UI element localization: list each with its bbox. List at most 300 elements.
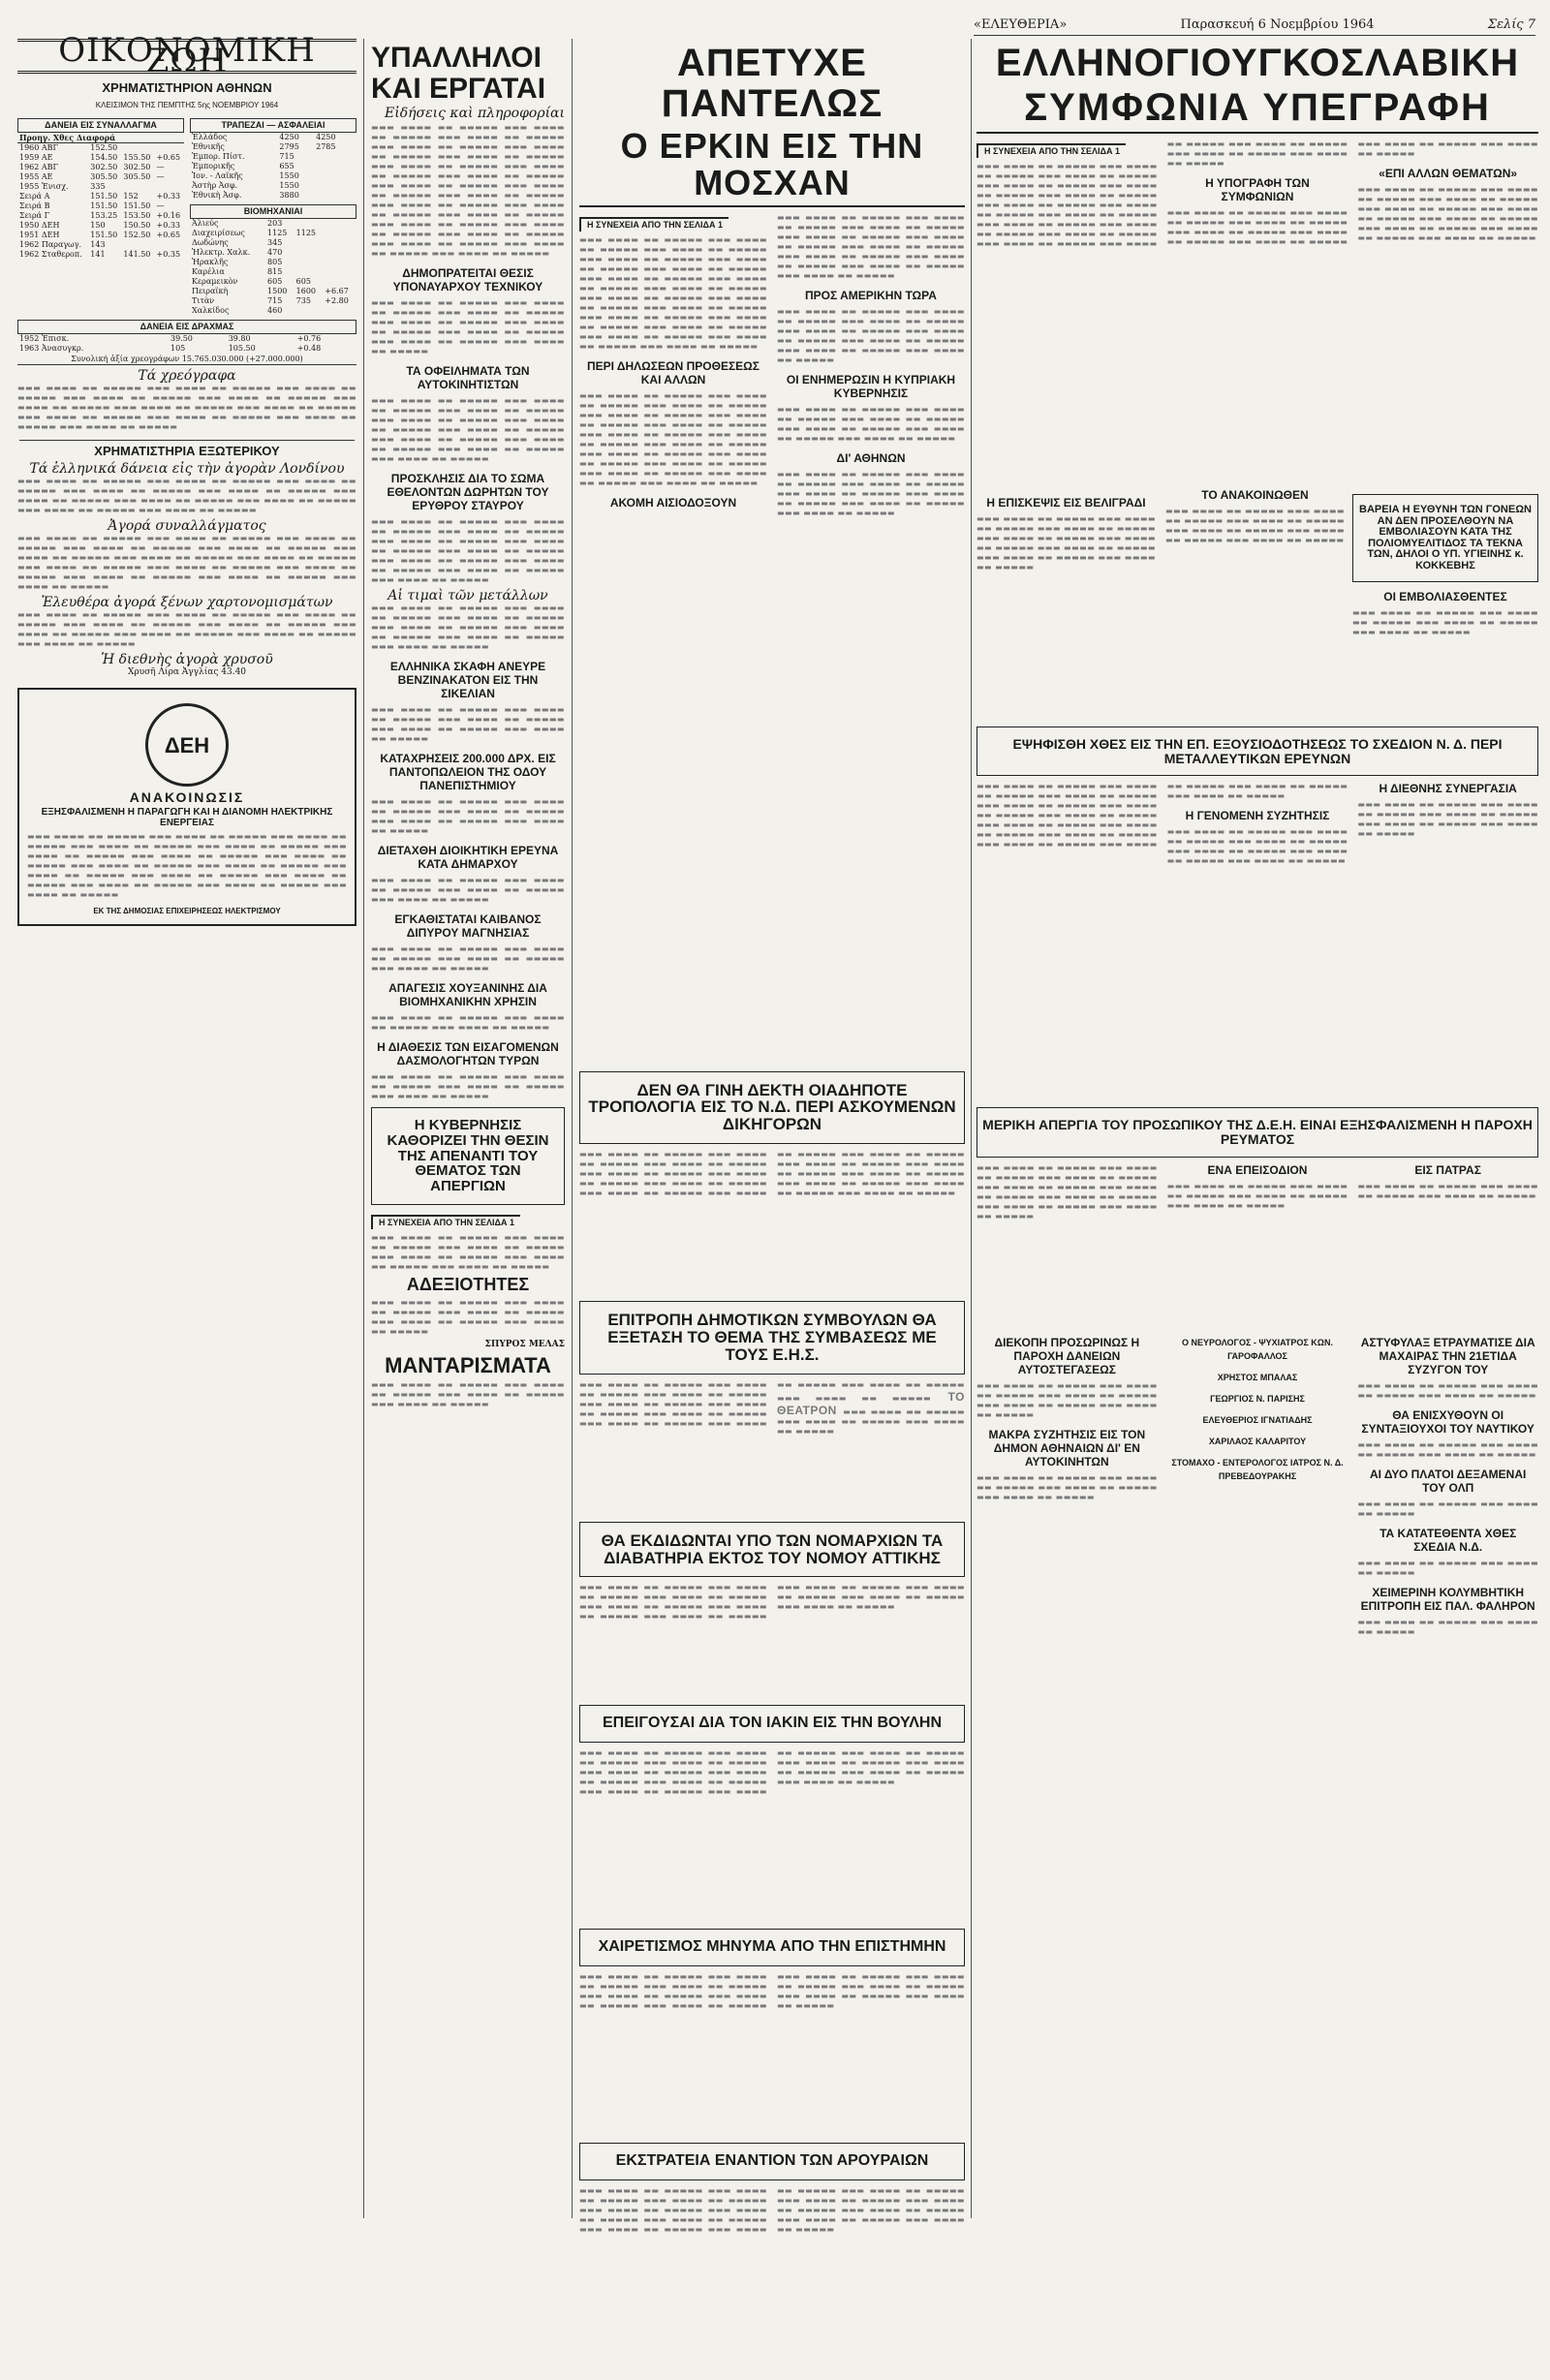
agreement-lower [976, 488, 1538, 721]
table-cell: 153.25 [90, 211, 118, 220]
belgrade-text: ▬▬▬ ▬▬▬▬ ▬▬ ▬▬▬▬▬ ▬▬▬ ▬▬▬▬ ▬▬ ▬▬▬▬▬ ▬▬▬ ▬▬▬▬ ▬▬ ▬▬▬▬▬ ▬▬▬ ▬▬▬▬ ▬▬ ▬▬▬▬▬ ▬▬▬ ▬▬▬▬ ▬▬ ▬▬▬▬▬ ▬▬▬ ▬▬▬▬ ▬▬ ▬▬▬▬▬ ▬▬▬ ▬▬▬▬ ▬▬ ▬▬▬▬▬ ▬▬▬ ▬▬▬▬ ▬▬ ▬▬▬▬▬ [976, 514, 1156, 572]
drachma-loan-row [17, 344, 356, 354]
parliament-text: ▬▬▬ ▬▬▬▬ ▬▬ ▬▬▬▬▬ ▬▬▬ ▬▬▬▬ ▬▬ ▬▬▬▬▬ ▬▬▬ ▬▬▬▬ ▬▬ ▬▬▬▬▬ ▬▬▬ ▬▬▬▬ ▬▬ ▬▬▬▬▬ ▬▬▬ ▬▬▬▬ ▬▬ ▬▬▬▬▬ ▬▬▬ ▬▬▬▬ ▬▬ ▬▬▬▬▬ ▬▬▬ ▬▬▬▬ ▬▬ ▬▬▬▬▬ ▬▬▬ ▬▬▬▬ ▬▬ ▬▬▬▬▬ ▬▬▬ ▬▬▬▬ ▬▬ ▬▬▬▬▬ ▬▬▬ ▬▬▬▬ ▬▬ ▬▬▬▬▬ ▬▬▬ ▬▬▬▬ ▬▬ ▬▬▬▬▬ ▬▬▬ ▬▬▬▬ ▬▬ ▬▬▬▬▬ ▬▬▬ ▬▬▬▬ ▬▬ ▬▬▬▬▬ [579, 1748, 965, 1797]
table-cell: 4250 [279, 133, 299, 141]
table-cell: Ἀστὴρ Ἀσφ. [192, 181, 238, 190]
bottom-col-2 [1167, 1328, 1348, 1637]
h-committee: ΕΠΙΤΡΟΠΗ ΔΗΜΟΤΙΚΩΝ ΣΥΜΒΟΥΛΩΝ ΘΑ ΕΞΕΤΑΣΗ ΤΟ ΘΕΜΑ ΤΗΣ ΣΥΜΒΑΣΕΩΣ ΜΕ ΤΟΥΣ Ε.Η.Σ. [607, 1311, 937, 1364]
message-box [579, 1929, 965, 1966]
table-cell: Χαλκίδος [192, 306, 230, 315]
table-cell: +0.35 [156, 250, 181, 259]
ad-footer: ΕΚ ΤΗΣ ΔΗΜΟΣΙΑΣ ΕΠΙΧΕΙΡΗΣΕΩΣ ΗΛΕΚΤΡΙΣΜΟΥ [93, 907, 281, 915]
free-market-title: Ἐλευθέρα ἀγορά ξένων χαρτονομισμάτων [41, 595, 333, 610]
loan-row [17, 192, 184, 201]
column-rule [363, 39, 364, 2218]
announce-text: ▬▬▬ ▬▬▬▬ ▬▬ ▬▬▬▬▬ ▬▬▬ ▬▬▬▬ ▬▬ ▬▬▬▬▬ ▬▬▬ ▬▬▬▬ ▬▬ ▬▬▬▬▬ ▬▬▬ ▬▬▬▬ ▬▬ ▬▬▬▬▬ ▬▬▬ ▬▬▬▬ ▬▬ ▬▬▬▬▬ ▬▬▬ ▬▬▬▬ ▬▬ ▬▬▬▬▬ [1165, 507, 1345, 544]
fx-market-text: ▬▬▬ ▬▬▬▬ ▬▬ ▬▬▬▬▬ ▬▬▬ ▬▬▬▬ ▬▬ ▬▬▬▬▬ ▬▬▬ ▬▬▬▬ ▬▬ ▬▬▬▬▬ ▬▬▬ ▬▬▬▬ ▬▬ ▬▬▬▬▬ ▬▬▬ ▬▬▬▬ ▬▬ ▬▬▬▬▬ ▬▬▬ ▬▬▬▬ ▬▬ ▬▬▬▬▬ ▬▬▬ ▬▬▬▬ ▬▬ ▬▬▬▬▬ ▬▬▬ ▬▬▬▬ ▬▬ ▬▬▬▬▬ ▬▬▬ ▬▬▬▬ ▬▬ ▬▬▬▬▬ ▬▬▬ ▬▬▬▬ ▬▬ ▬▬▬▬▬ ▬▬▬ ▬▬▬▬ ▬▬ ▬▬▬▬▬ ▬▬▬ ▬▬▬▬ ▬▬ ▬▬▬▬▬ ▬▬▬ ▬▬▬▬ ▬▬ ▬▬▬▬▬ ▬▬▬ ▬▬▬▬ ▬▬ ▬▬▬▬▬ [17, 534, 356, 591]
table-cell: Σειρά Α [19, 192, 50, 201]
h-announce: ΤΟ ΑΝΑΚΟΙΝΩΘΕΝ [1201, 488, 1309, 502]
table-cell [323, 248, 356, 258]
column-erkin [579, 39, 965, 2234]
cross-text: ▬▬▬ ▬▬▬▬ ▬▬ ▬▬▬▬▬ ▬▬▬ ▬▬▬▬ ▬▬ ▬▬▬▬▬ ▬▬▬ ▬▬▬▬ ▬▬ ▬▬▬▬▬ ▬▬▬ ▬▬▬▬ ▬▬ ▬▬▬▬▬ ▬▬▬ ▬▬▬▬ ▬▬ ▬▬▬▬▬ ▬▬▬ ▬▬▬▬ ▬▬ ▬▬▬▬▬ ▬▬▬ ▬▬▬▬ ▬▬ ▬▬▬▬▬ ▬▬▬ ▬▬▬▬ ▬▬ ▬▬▬▬▬ ▬▬▬ ▬▬▬▬ ▬▬ ▬▬▬▬▬ ▬▬▬ ▬▬▬▬ ▬▬ ▬▬▬▬▬ [371, 517, 565, 584]
erkin-headline-1: ΑΠΕΤΥΧΕ ΠΑΝΤΕΛΩΣ [661, 42, 884, 125]
erkin-text-5: ▬▬▬ ▬▬▬▬ ▬▬ ▬▬▬▬▬ ▬▬▬ ▬▬▬▬ ▬▬ ▬▬▬▬▬ ▬▬▬ ▬▬▬▬ ▬▬ ▬▬▬▬▬ ▬▬▬ ▬▬▬▬ ▬▬ ▬▬▬▬▬ ▬▬▬ ▬▬▬▬ ▬▬ ▬▬▬▬▬ ▬▬▬ ▬▬▬▬ ▬▬ ▬▬▬▬▬ [777, 404, 965, 443]
loan-row [17, 231, 184, 240]
h-meeting: Η ΥΠΟΓΡΑΦΗ ΤΩΝ ΣΥΜΦΩΝΙΩΝ [1205, 176, 1310, 203]
table-cell [294, 219, 324, 229]
campaign-box [579, 2143, 965, 2180]
passports-box [579, 1522, 965, 1578]
table-cell: 1125 [267, 229, 288, 237]
table-cell [121, 240, 154, 250]
table-cell [351, 142, 356, 152]
banks-table [190, 133, 356, 201]
coop-text: ▬▬▬ ▬▬▬▬ ▬▬ ▬▬▬▬▬ ▬▬▬ ▬▬▬▬ ▬▬ ▬▬▬▬▬ ▬▬▬ ▬▬▬▬ ▬▬ ▬▬▬▬▬ ▬▬▬ ▬▬▬▬ ▬▬ ▬▬▬▬▬ ▬▬▬ ▬▬▬▬ ▬▬ ▬▬▬▬▬ [1357, 800, 1538, 839]
bank-row [190, 152, 356, 162]
table-cell: 39.50 [170, 334, 193, 343]
h-jokes: ΑΔΕΞΙΟΤΗΤΕΣ [406, 1274, 530, 1294]
h-cyprus: ΟΙ ΕΝΗΜΕΡΩΣΙΝ Η ΚΥΠΡΙΑΚΗ ΚΥΒΕΡΝΗΣΙΣ [786, 372, 956, 400]
table-cell [323, 258, 356, 267]
dei-announcement [17, 688, 356, 926]
column-agreement [976, 39, 1538, 2218]
h-workers: ΕΓΚΑΘΙΣΤΑΤΑΙ ΚΑΙΒΑΝΟΣ ΔΙΠΥΡΟΥ ΜΑΓΝΗΣΙΑΣ [394, 912, 542, 940]
erkin-text-4: ▬▬▬ ▬▬▬▬ ▬▬ ▬▬▬▬▬ ▬▬▬ ▬▬▬▬ ▬▬ ▬▬▬▬▬ ▬▬▬ ▬▬▬▬ ▬▬ ▬▬▬▬▬ ▬▬▬ ▬▬▬▬ ▬▬ ▬▬▬▬▬ ▬▬▬ ▬▬▬▬ ▬▬ ▬▬▬▬▬ ▬▬▬ ▬▬▬▬ ▬▬ ▬▬▬▬▬ ▬▬▬ ▬▬▬▬ ▬▬ ▬▬▬▬▬ ▬▬▬ ▬▬▬▬ ▬▬ ▬▬▬▬▬ [777, 306, 965, 364]
table-cell [314, 191, 351, 201]
table-cell: Ἐθνικὴ Ἀσφ. [192, 191, 242, 200]
erkin-text-2: ▬▬▬ ▬▬▬▬ ▬▬ ▬▬▬▬▬ ▬▬▬ ▬▬▬▬ ▬▬ ▬▬▬▬▬ ▬▬▬ ▬▬▬▬ ▬▬ ▬▬▬▬▬ ▬▬▬ ▬▬▬▬ ▬▬ ▬▬▬▬▬ ▬▬▬ ▬▬▬▬ ▬▬ ▬▬▬▬▬ ▬▬▬ ▬▬▬▬ ▬▬ ▬▬▬▬▬ ▬▬▬ ▬▬▬▬ ▬▬ ▬▬▬▬▬ ▬▬▬ ▬▬▬▬ ▬▬ ▬▬▬▬▬ ▬▬▬ ▬▬▬▬ ▬▬ ▬▬▬▬▬ ▬▬▬ ▬▬▬▬ ▬▬ ▬▬▬▬▬ ▬▬▬ ▬▬▬▬ ▬▬ ▬▬▬▬▬ ▬▬▬ ▬▬▬▬ ▬▬ ▬▬▬▬▬ ▬▬▬ ▬▬▬▬ ▬▬ ▬▬▬▬▬ ▬▬▬ ▬▬▬▬ ▬▬ ▬▬▬▬▬ ▬▬▬ ▬▬▬▬ ▬▬ ▬▬▬▬▬ [579, 390, 767, 487]
message-text: ▬▬▬ ▬▬▬▬ ▬▬ ▬▬▬▬▬ ▬▬▬ ▬▬▬▬ ▬▬ ▬▬▬▬▬ ▬▬▬ ▬▬▬▬ ▬▬ ▬▬▬▬▬ ▬▬▬ ▬▬▬▬ ▬▬ ▬▬▬▬▬ ▬▬▬ ▬▬▬▬ ▬▬ ▬▬▬▬▬ ▬▬▬ ▬▬▬▬ ▬▬ ▬▬▬▬▬ ▬▬▬ ▬▬▬▬ ▬▬ ▬▬▬▬▬ ▬▬▬ ▬▬▬▬ ▬▬ ▬▬▬▬▬ ▬▬▬ ▬▬▬▬ ▬▬ ▬▬▬▬▬ ▬▬▬ ▬▬▬▬ ▬▬ ▬▬▬▬▬ ▬▬▬ ▬▬▬▬ ▬▬ ▬▬▬▬▬ [579, 1971, 965, 2010]
banks-table-wrap [190, 114, 356, 316]
metals-title: Αἱ τιμαὶ τῶν μετάλλων [388, 588, 548, 603]
table-cell: 4250 [316, 133, 336, 141]
table-cell: 1550 [279, 171, 299, 180]
greek-loans-text: ▬▬▬ ▬▬▬▬ ▬▬ ▬▬▬▬▬ ▬▬▬ ▬▬▬▬ ▬▬ ▬▬▬▬▬ ▬▬▬ ▬▬▬▬ ▬▬ ▬▬▬▬▬ ▬▬▬ ▬▬▬▬ ▬▬ ▬▬▬▬▬ ▬▬▬ ▬▬▬▬ ▬▬ ▬▬▬▬▬ ▬▬▬ ▬▬▬▬ ▬▬ ▬▬▬▬▬ ▬▬▬ ▬▬▬▬ ▬▬ ▬▬▬▬▬ ▬▬▬ ▬▬▬▬ ▬▬ ▬▬▬▬▬ ▬▬▬ ▬▬▬▬ ▬▬ ▬▬▬▬▬ ▬▬▬ ▬▬▬▬ ▬▬ ▬▬▬▬▬ [17, 477, 356, 514]
table-cell: — [156, 172, 165, 181]
loans-table-wrap [17, 114, 184, 316]
table-cell: 1600 [295, 287, 316, 295]
session-text: ▬▬▬ ▬▬▬▬ ▬▬ ▬▬▬▬▬ ▬▬▬ ▬▬▬▬ ▬▬ ▬▬▬▬▬ ▬▬▬ ▬▬▬▬ ▬▬ ▬▬▬▬▬ ▬▬▬ ▬▬▬▬ ▬▬ ▬▬▬▬▬ ▬▬▬ ▬▬▬▬ ▬▬ ▬▬▬▬▬ ▬▬▬ ▬▬▬▬ ▬▬ ▬▬▬▬▬ [1166, 827, 1348, 866]
table-cell [314, 181, 351, 191]
table-cell: 1962 Παραγωγ. [19, 240, 82, 249]
classified-ad: Ο ΝΕΥΡΟΛΟΓΟΣ - ΨΥΧΙΑΤΡΟΣ ΚΩΝ. ΓΑΡΟΦΑΛΛΟΣ [1182, 1337, 1333, 1361]
table-cell: Ἡρακλῆς [192, 258, 229, 266]
h-drachmas: ΚΑΤΑΧΡΗΣΕΙΣ 200.000 ΔΡΧ. ΕΙΣ ΠΑΝΤΟΠΩΛΕΙΟΝ ΤΗΣ ΟΔΟΥ ΠΑΝΕΠΙΣΤΗΜΙΟΥ [380, 752, 556, 792]
h-theater: ΤΟ ΘΕΑΤΡΟΝ [777, 1389, 965, 1417]
table-cell: 150.50 [123, 221, 151, 230]
table-cell: 1955 ΑΕ [19, 172, 53, 181]
table-cell: 1950 ΔΕΗ [19, 221, 60, 230]
table-cell: 152.50 [90, 143, 118, 152]
signature: ΣΠΥΡΟΣ ΜΕΛΑΣ [484, 1339, 565, 1349]
table-cell [323, 229, 356, 238]
table-cell: 655 [279, 162, 294, 170]
sailor-text: ▬▬▬ ▬▬▬▬ ▬▬ ▬▬▬▬▬ ▬▬▬ ▬▬▬▬ ▬▬ ▬▬▬▬▬ ▬▬▬ ▬▬▬▬ ▬▬ ▬▬▬▬▬ [1357, 1439, 1539, 1459]
table-cell: 152 [123, 192, 139, 201]
table-cell: 105 [170, 344, 186, 353]
erkin-text-6: ▬▬▬ ▬▬▬▬ ▬▬ ▬▬▬▬▬ ▬▬▬ ▬▬▬▬ ▬▬ ▬▬▬▬▬ ▬▬▬ ▬▬▬▬ ▬▬ ▬▬▬▬▬ ▬▬▬ ▬▬▬▬ ▬▬ ▬▬▬▬▬ ▬▬▬ ▬▬▬▬ ▬▬ ▬▬▬▬▬ ▬▬▬ ▬▬▬▬ ▬▬ ▬▬▬▬▬ ▬▬▬ ▬▬▬▬ ▬▬ ▬▬▬▬▬ [777, 469, 965, 517]
agreement-headline-1: ΕΛΛΗΝΟΓΙΟΥΓΚΟΣΛΑΒΙΚΗ [995, 42, 1520, 84]
table-cell: 141.50 [123, 250, 151, 259]
industry-row [190, 287, 356, 296]
bottom-col-3 [1357, 1328, 1538, 1637]
section-title: ΟΙΚΟΝΟΜΙΚΗ ΖΩΗ [17, 39, 356, 74]
industries-header: ΒΙΟΜΗΧΑΝΙΑΙ [190, 204, 356, 219]
exchange-subtitle: ΚΛΕΙΣΙΜΟΝ ΤΗΣ ΠΕΜΠΤΗΣ 5ης ΝΟΕΜΒΡΙΟΥ 1964 [95, 101, 279, 109]
table-cell: 305.50 [123, 172, 151, 181]
committee-text: ▬▬▬ ▬▬▬▬ ▬▬ ▬▬▬▬▬ ▬▬▬ ▬▬▬▬ ▬▬ ▬▬▬▬▬ ▬▬▬ ▬▬▬▬ ▬▬ ▬▬▬▬▬ ▬▬▬ ▬▬▬▬ ▬▬ ▬▬▬▬▬ ▬▬▬ ▬▬▬▬ ▬▬ ▬▬▬▬▬ ▬▬▬ ▬▬▬▬ ▬▬ ▬▬▬▬▬ ▬▬▬ ▬▬▬▬ ▬▬ ▬▬▬▬▬ ▬▬▬ ▬▬▬▬ ▬▬ ▬▬▬▬▬ ▬▬▬ ▬▬▬▬ ▬▬ ▬▬▬▬▬ ▬▬▬ ▬▬▬▬ ▬▬ ▬▬▬▬▬ ΤΟ ΘΕΑΤΡΟΝ ▬▬▬ ▬▬▬▬ ▬▬ ▬▬▬▬▬ ▬▬▬ ▬▬▬▬ ▬▬ ▬▬▬▬▬ ▬▬▬ ▬▬▬▬ ▬▬ ▬▬▬▬▬ [579, 1379, 965, 1436]
table-cell [155, 143, 184, 154]
table-cell: 460 [267, 306, 283, 315]
h-knife: ΑΣΤΥΦΥΛΑΞ ΕΤΡΑΥΜΑΤΙΣΕ ΔΙΑ ΜΑΧΑΙΡΑΣ ΤΗΝ 21ΕΤΙΔΑ ΣΥΖΥΓΟΝ ΤΟΥ [1360, 1335, 1535, 1376]
table-cell: Πειραϊκὴ [192, 287, 229, 295]
table-cell: +0.33 [156, 221, 181, 230]
agreement-lower-right [1352, 488, 1538, 721]
heavy-box [1352, 494, 1538, 582]
loans-col-head: Προηγ. Χθες Διαφορά [17, 133, 184, 143]
campaign-text: ▬▬▬ ▬▬▬▬ ▬▬ ▬▬▬▬▬ ▬▬▬ ▬▬▬▬ ▬▬ ▬▬▬▬▬ ▬▬▬ ▬▬▬▬ ▬▬ ▬▬▬▬▬ ▬▬▬ ▬▬▬▬ ▬▬ ▬▬▬▬▬ ▬▬▬ ▬▬▬▬ ▬▬ ▬▬▬▬▬ ▬▬▬ ▬▬▬▬ ▬▬ ▬▬▬▬▬ ▬▬▬ ▬▬▬▬ ▬▬ ▬▬▬▬▬ ▬▬▬ ▬▬▬▬ ▬▬ ▬▬▬▬▬ ▬▬▬ ▬▬▬▬ ▬▬ ▬▬▬▬▬ ▬▬▬ ▬▬▬▬ ▬▬ ▬▬▬▬▬ ▬▬▬ ▬▬▬▬ ▬▬ ▬▬▬▬▬ ▬▬▬ ▬▬▬▬ ▬▬ ▬▬▬▬▬ ▬▬▬ ▬▬▬▬ ▬▬ ▬▬▬▬▬ ▬▬▬ ▬▬▬▬ ▬▬ ▬▬▬▬▬ [579, 2185, 965, 2234]
paper-name: «ΕΛΕΥΘΕΡΙΑ» [974, 16, 1068, 32]
h-athens: ΔΙ' ΑΘΗΝΩΝ [836, 450, 906, 465]
table-cell [351, 191, 356, 201]
table-cell [294, 248, 324, 258]
agreement-headline-2: ΣΥΜΦΩΝΙΑ ΥΠΕΓΡΑΦΗ [976, 87, 1538, 134]
industry-row [190, 229, 356, 238]
table-cell: 3880 [279, 191, 299, 200]
table-cell: 345 [267, 238, 283, 247]
table-cell: 1962 Σταθεροπ. [19, 250, 82, 259]
table-cell: 605 [267, 277, 283, 286]
table-cell: +0.65 [156, 231, 181, 239]
table-cell: 2795 [279, 142, 299, 151]
foreign-exchange-title: ΧΡΗΜΑΤΙΣΤΗΡΙΑ ΕΞΩΤΕΡΙΚΟΥ [19, 440, 355, 458]
table-cell: 155.50 [123, 153, 151, 162]
intl-gold-title: Ἡ διεθνὴς ἀγορὰ χρυσοῦ [101, 652, 273, 667]
table-cell: 715 [279, 152, 294, 161]
debate-text: ▬▬▬ ▬▬▬▬ ▬▬ ▬▬▬▬▬ ▬▬▬ ▬▬▬▬ ▬▬ ▬▬▬▬▬ ▬▬▬ ▬▬▬▬ ▬▬ ▬▬▬▬▬ ▬▬▬ ▬▬▬▬ ▬▬ ▬▬▬▬▬ [976, 1472, 1158, 1501]
table-cell: 151.50 [123, 201, 151, 210]
table-cell [121, 182, 154, 192]
h-campaign: ΕΚΣΤΡΑΤΕΙΑ ΕΝΑΝΤΙΟΝ ΤΩΝ ΑΡΟΥΡΑΙΩΝ [615, 2151, 929, 2169]
table-cell [314, 162, 351, 171]
h-tanks: ΑΙ ΔΥΟ ΠΛΑΤΟΙ ΔΕΞΑΜΕΝΑΙ ΤΟΥ ΟΛΠ [1370, 1467, 1527, 1495]
h-bottom: ΜΑΝΤΑΡΙΣΜΑΤΑ [385, 1352, 551, 1377]
loan-row [17, 163, 184, 172]
ad-subtitle: ΕΞΗΣΦΑΛΙΣΜΕΝΗ Η ΠΑΡΑΓΩΓΗ ΚΑΙ Η ΔΙΑΝΟΜΗ ΗΛΕΚΤΡΙΚΗΣ ΕΝΕΡΓΕΙΑΣ [41, 807, 333, 828]
h-government: Η ΚΥΒΕΡΝΗΣΙΣ ΚΑΘΟΡΙΖΕΙ ΤΗΝ ΘΕΣΙΝ ΤΗΣ ΑΠΕΝΑΝΤΙ ΤΟΥ ΘΕΜΑΤΟΣ ΤΩΝ ΑΠΕΡΓΙΩΝ [387, 1117, 549, 1194]
h-cars: ΤΑ ΟΦΕΙΛΗΜΑΤΑ ΤΩΝ ΑΥΤΟΚΙΝΗΤΙΣΤΩΝ [406, 364, 530, 391]
page-number: Σελίς 7 [1487, 16, 1535, 32]
ships-text: ▬▬▬ ▬▬▬▬ ▬▬ ▬▬▬▬▬ ▬▬▬ ▬▬▬▬ ▬▬ ▬▬▬▬▬ ▬▬▬ ▬▬▬▬ ▬▬ ▬▬▬▬▬ ▬▬▬ ▬▬▬▬ ▬▬ ▬▬▬▬▬ ▬▬▬ ▬▬▬▬ ▬▬ ▬▬▬▬▬ ▬▬▬ ▬▬▬▬ ▬▬ ▬▬▬▬▬ ▬▬▬ ▬▬▬▬ ▬▬ ▬▬▬▬▬ ▬▬▬ ▬▬▬▬ ▬▬ ▬▬▬▬▬ [371, 298, 565, 355]
h-patras: ΕΙΣ ΠΑΤΡΑΣ [1414, 1162, 1481, 1177]
table-cell: 305.50 [90, 172, 118, 181]
cars-text: ▬▬▬ ▬▬▬▬ ▬▬ ▬▬▬▬▬ ▬▬▬ ▬▬▬▬ ▬▬ ▬▬▬▬▬ ▬▬▬ ▬▬▬▬ ▬▬ ▬▬▬▬▬ ▬▬▬ ▬▬▬▬ ▬▬ ▬▬▬▬▬ ▬▬▬ ▬▬▬▬ ▬▬ ▬▬▬▬▬ ▬▬▬ ▬▬▬▬ ▬▬ ▬▬▬▬▬ ▬▬▬ ▬▬▬▬ ▬▬ ▬▬▬▬▬ ▬▬▬ ▬▬▬▬ ▬▬ ▬▬▬▬▬ ▬▬▬ ▬▬▬▬ ▬▬ ▬▬▬▬▬ ▬▬▬ ▬▬▬▬ ▬▬ ▬▬▬▬▬ [371, 396, 565, 463]
table-cell: Ἑλλάδος [192, 133, 228, 141]
erkin-headline-2: Ο ΕΡΚΙΝ ΕΙΣ ΤΗΝ ΜΟΣΧΑΝ [579, 128, 965, 207]
industry-row [190, 306, 356, 316]
table-cell: Ἐθνικῆς [192, 142, 225, 151]
table-cell: 143 [90, 240, 106, 249]
table-cell: Τιτὰν [192, 296, 215, 305]
table-cell: 735 [295, 296, 311, 305]
draft-section [976, 782, 1538, 1101]
table-cell: 470 [267, 248, 283, 257]
table-cell: 151.50 [90, 201, 118, 210]
table-cell [351, 133, 356, 142]
table-cell: 1500 [267, 287, 288, 295]
h-decl: ΠΕΡΙ ΔΗΛΩΣΕΩΝ ΠΡΟΘΕΣΕΩΣ ΚΑΙ ΑΛΛΩΝ [586, 358, 760, 386]
industry-row [190, 296, 356, 306]
free-market-text: ▬▬▬ ▬▬▬▬ ▬▬ ▬▬▬▬▬ ▬▬▬ ▬▬▬▬ ▬▬ ▬▬▬▬▬ ▬▬▬ ▬▬▬▬ ▬▬ ▬▬▬▬▬ ▬▬▬ ▬▬▬▬ ▬▬ ▬▬▬▬▬ ▬▬▬ ▬▬▬▬ ▬▬ ▬▬▬▬▬ ▬▬▬ ▬▬▬▬ ▬▬ ▬▬▬▬▬ ▬▬▬ ▬▬▬▬ ▬▬ ▬▬▬▬▬ ▬▬▬ ▬▬▬▬ ▬▬ ▬▬▬▬▬ ▬▬▬ ▬▬▬▬ ▬▬ ▬▬▬▬▬ [17, 610, 356, 648]
table-cell: Κεραμεικὸν [192, 277, 238, 286]
masthead [974, 14, 1535, 36]
table-cell: 153.50 [123, 211, 151, 220]
bottom-grid [976, 1328, 1538, 1637]
industries-table [190, 219, 356, 316]
table-cell: Ἰον. - Λαϊκῆς [192, 171, 243, 180]
table-cell [121, 143, 154, 154]
bank-row [190, 171, 356, 181]
continued-tag: Η ΣΥΝΕΧΕΙΑ ΑΠΟ ΤΗΝ ΣΕΛΙΔΑ 1 [579, 217, 728, 232]
table-cell: Σειρά Γ [19, 211, 50, 220]
table-cell: +6.67 [325, 287, 349, 295]
bank-row [190, 142, 356, 152]
h-america: ΠΡΟΣ ΑΜΕΡΙΚΗΝ ΤΩΡΑ [805, 288, 937, 302]
continued-tag: Η ΣΥΝΕΧΕΙΑ ΑΠΟ ΤΗΝ ΣΕΛΙΔΑ 1 [976, 143, 1126, 158]
market-tables [17, 114, 356, 316]
strike-section [976, 1163, 1538, 1328]
committee-box [579, 1301, 965, 1375]
table-cell [314, 171, 351, 181]
loan-row [17, 221, 184, 231]
table-cell: Δωδώνης [192, 238, 229, 247]
erkin-body [579, 213, 965, 1066]
table-cell [323, 267, 356, 277]
classified-ad: ΣΤΟΜΑΧΟ - ΕΝΤΕΡΟΛΟΓΟΣ ΙΑΤΡΟΣ Ν. Δ. ΠΡΕΒΕΔΟΥΡΑΚΗΣ [1171, 1457, 1344, 1481]
table-cell: 815 [267, 267, 283, 276]
classified-ad: ΧΡΗΣΤΟΣ ΜΠΑΛΑΣ [1217, 1372, 1298, 1382]
table-cell: Καρέλια [192, 267, 225, 276]
erkin-text-1: ▬▬▬ ▬▬▬▬ ▬▬ ▬▬▬▬▬ ▬▬▬ ▬▬▬▬ ▬▬ ▬▬▬▬▬ ▬▬▬ ▬▬▬▬ ▬▬ ▬▬▬▬▬ ▬▬▬ ▬▬▬▬ ▬▬ ▬▬▬▬▬ ▬▬▬ ▬▬▬▬ ▬▬ ▬▬▬▬▬ ▬▬▬ ▬▬▬▬ ▬▬ ▬▬▬▬▬ ▬▬▬ ▬▬▬▬ ▬▬ ▬▬▬▬▬ ▬▬▬ ▬▬▬▬ ▬▬ ▬▬▬▬▬ ▬▬▬ ▬▬▬▬ ▬▬ ▬▬▬▬▬ ▬▬▬ ▬▬▬▬ ▬▬ ▬▬▬▬▬ ▬▬▬ ▬▬▬▬ ▬▬ ▬▬▬▬▬ ▬▬▬ ▬▬▬▬ ▬▬ ▬▬▬▬▬ ▬▬▬ ▬▬▬▬ ▬▬ ▬▬▬▬▬ ▬▬▬ ▬▬▬▬ ▬▬ ▬▬▬▬▬ ▬▬▬ ▬▬▬▬ ▬▬ ▬▬▬▬▬ ▬▬▬ ▬▬▬▬ ▬▬ ▬▬▬▬▬ ▬▬▬ ▬▬▬▬ ▬▬ ▬▬▬▬▬ ▬▬▬ ▬▬▬▬ ▬▬ ▬▬▬▬▬ [579, 234, 767, 351]
classified-ad: ΓΕΩΡΓΙΟΣ Ν. ΠΑΡΙΣΗΣ [1210, 1393, 1305, 1404]
table-cell: 150 [90, 221, 106, 230]
table-cell: Ἀλιεύς [192, 219, 219, 228]
industry-row [190, 248, 356, 258]
h-pool: ΧΕΙΜΕΡΙΝΗ ΚΟΛΥΜΒΗΤΙΚΗ ΕΠΙΤΡΟΠΗ ΕΙΣ ΠΑΛ. ΦΑΛΗΡΟΝ [1360, 1585, 1535, 1613]
table-cell [351, 152, 356, 162]
loan-row [17, 201, 184, 211]
total-line: Συνολική ἀξία χρεογράφων 15.765.030.000 (+27.000.000) [17, 354, 356, 365]
drachma-loan-row [17, 334, 356, 344]
strike-box [976, 1107, 1538, 1157]
workers-subtitle: Εἰδήσεις καὶ πληροφορίαι [385, 106, 565, 121]
table-cell: +0.76 [296, 334, 322, 343]
h-other: «ΕΠΙ ΑΛΛΩΝ ΘΕΜΑΤΩΝ» [1379, 167, 1518, 180]
table-cell: 152.50 [123, 231, 151, 239]
fx-market-title: Ἀγορά συναλλάγματος [108, 518, 266, 534]
continued-tag: Η ΣΥΝΕΧΕΙΑ ΑΠΟ ΤΗΝ ΣΕΛΙΔΑ 1 [371, 1215, 520, 1229]
strike-text: ▬▬▬ ▬▬▬▬ ▬▬ ▬▬▬▬▬ ▬▬▬ ▬▬▬▬ ▬▬ ▬▬▬▬▬ ▬▬▬ ▬▬▬▬ ▬▬ ▬▬▬▬▬ ▬▬▬ ▬▬▬▬ ▬▬ ▬▬▬▬▬ ▬▬▬ ▬▬▬▬ ▬▬ ▬▬▬▬▬ ▬▬▬ ▬▬▬▬ ▬▬ ▬▬▬▬▬ ▬▬▬ ▬▬▬▬ ▬▬ ▬▬▬▬▬ ▬▬▬ ▬▬▬▬ ▬▬ ▬▬▬▬▬ [976, 1162, 1158, 1221]
government-box [371, 1107, 565, 1205]
table-cell [314, 152, 351, 162]
agreement-text-2: ▬▬▬ ▬▬▬▬ ▬▬ ▬▬▬▬▬ ▬▬▬ ▬▬▬▬ ▬▬ ▬▬▬▬▬ ▬▬▬ ▬▬▬▬ ▬▬ ▬▬▬▬▬ ▬▬▬ ▬▬▬▬ ▬▬ ▬▬▬▬▬ ▬▬▬ ▬▬▬▬ ▬▬ ▬▬▬▬▬ ▬▬▬ ▬▬▬▬ ▬▬ ▬▬▬▬▬ ▬▬▬ ▬▬▬▬ ▬▬ ▬▬▬▬▬ ▬▬▬ ▬▬▬▬ ▬▬ ▬▬▬▬▬ [1166, 139, 1538, 246]
table-cell: 151.50 [90, 192, 118, 201]
table-cell: 1550 [279, 181, 299, 190]
table-cell [351, 181, 356, 191]
column-workers [371, 39, 565, 2218]
industry-row [190, 277, 356, 287]
table-cell: 154.50 [90, 153, 118, 162]
table-cell: 203 [267, 219, 283, 228]
table-cell: +2.80 [325, 296, 349, 305]
table-cell [351, 171, 356, 181]
agreement-body [976, 139, 1538, 488]
h-cheese: Η ΔΙΑΘΕΣΙΣ ΤΩΝ ΕΙΣΑΓΟΜΕΝΩΝ ΔΑΣΜΟΛΟΓΗΤΩΝ ΤΥΡΩΝ [377, 1040, 559, 1067]
loans-header: ΔΑΝΕΙΑ ΕΙΣ ΣΥΝΑΛΛΑΓΜΑ [17, 118, 184, 133]
table-cell: Διαχειρίσεως [192, 229, 245, 237]
issue-date: Παρασκευή 6 Νοεμβρίου 1964 [1180, 16, 1375, 32]
bank-row [190, 133, 356, 142]
h-parliament: ΕΠΕΙΓΟΥΣΑΙ ΔΙΑ ΤΟΝ ΙΑΚΙΝ ΕΙΣ ΤΗΝ ΒΟΥΛΗΝ [602, 1715, 942, 1732]
table-cell: 715 [267, 296, 283, 305]
agreement-text-1: ▬▬▬ ▬▬▬▬ ▬▬ ▬▬▬▬▬ ▬▬▬ ▬▬▬▬ ▬▬ ▬▬▬▬▬ ▬▬▬ ▬▬▬▬ ▬▬ ▬▬▬▬▬ ▬▬▬ ▬▬▬▬ ▬▬ ▬▬▬▬▬ ▬▬▬ ▬▬▬▬ ▬▬ ▬▬▬▬▬ ▬▬▬ ▬▬▬▬ ▬▬ ▬▬▬▬▬ ▬▬▬ ▬▬▬▬ ▬▬ ▬▬▬▬▬ ▬▬▬ ▬▬▬▬ ▬▬ ▬▬▬▬▬ ▬▬▬ ▬▬▬▬ ▬▬ ▬▬▬▬▬ ▬▬▬ ▬▬▬▬ ▬▬ ▬▬▬▬▬ ▬▬▬ ▬▬▬▬ ▬▬ ▬▬▬▬▬ ▬▬▬ ▬▬▬▬ ▬▬ ▬▬▬▬▬ ▬▬▬ ▬▬▬▬ ▬▬ ▬▬▬▬▬ ▬▬▬ ▬▬▬▬ ▬▬ ▬▬▬▬▬ ▬▬▬ ▬▬▬▬ ▬▬ ▬▬▬▬▬ ▬▬▬ ▬▬▬▬ ▬▬ ▬▬▬▬▬ ▬▬▬ ▬▬▬▬ ▬▬ ▬▬▬▬▬ [976, 139, 1348, 248]
column-rule [971, 39, 972, 2218]
cheese-text: ▬▬▬ ▬▬▬▬ ▬▬ ▬▬▬▬▬ ▬▬▬ ▬▬▬▬ ▬▬ ▬▬▬▬▬ ▬▬▬ ▬▬▬▬ ▬▬ ▬▬▬▬▬ ▬▬▬ ▬▬▬▬ ▬▬ ▬▬▬▬▬ [371, 1072, 565, 1100]
column-economy [17, 31, 356, 2218]
securities-title: Τά χρεόγραφα [138, 368, 236, 384]
amendment-box [579, 1071, 965, 1145]
table-cell: 302.50 [123, 163, 151, 171]
industry-row [190, 219, 356, 229]
drachmas-text: ▬▬▬ ▬▬▬▬ ▬▬ ▬▬▬▬▬ ▬▬▬ ▬▬▬▬ ▬▬ ▬▬▬▬▬ ▬▬▬ ▬▬▬▬ ▬▬ ▬▬▬▬▬ ▬▬▬ ▬▬▬▬ ▬▬ ▬▬▬▬▬ ▬▬▬ ▬▬▬▬ ▬▬ ▬▬▬▬▬ [371, 797, 565, 835]
table-cell [294, 306, 324, 316]
admin-text: ▬▬▬ ▬▬▬▬ ▬▬ ▬▬▬▬▬ ▬▬▬ ▬▬▬▬ ▬▬ ▬▬▬▬▬ ▬▬▬ ▬▬▬▬ ▬▬ ▬▬▬▬▬ ▬▬▬ ▬▬▬▬ ▬▬ ▬▬▬▬▬ [371, 876, 565, 904]
erkin-text-3: ▬▬▬ ▬▬▬▬ ▬▬ ▬▬▬▬▬ ▬▬▬ ▬▬▬▬ ▬▬ ▬▬▬▬▬ ▬▬▬ ▬▬▬▬ ▬▬ ▬▬▬▬▬ ▬▬▬ ▬▬▬▬ ▬▬ ▬▬▬▬▬ ▬▬▬ ▬▬▬▬ ▬▬ ▬▬▬▬▬ ▬▬▬ ▬▬▬▬ ▬▬ ▬▬▬▬▬ ▬▬▬ ▬▬▬▬ ▬▬ ▬▬▬▬▬ ▬▬▬ ▬▬▬▬ ▬▬ ▬▬▬▬▬ ▬▬▬ ▬▬▬▬ ▬▬ ▬▬▬▬▬ ▬▬▬ ▬▬▬▬ ▬▬ ▬▬▬▬▬ [777, 212, 965, 280]
agreement-lower-left [976, 488, 1345, 721]
h-debate: ΜΑΚΡΑ ΣΥΖΗΤΗΣΙΣ ΕΙΣ ΤΟΝ ΔΗΜΟΝ ΑΘΗΝΑΙΩΝ ΔΙ' ΕΝ ΑΥΤΟΚΙΝΗΤΩΝ [988, 1427, 1146, 1468]
alcohol-text: ▬▬▬ ▬▬▬▬ ▬▬ ▬▬▬▬▬ ▬▬▬ ▬▬▬▬ ▬▬ ▬▬▬▬▬ ▬▬▬ ▬▬▬▬ ▬▬ ▬▬▬▬▬ [371, 1013, 565, 1032]
belgrade-section [976, 488, 1345, 721]
greek-loans-title: Τά ἑλληνικά δάνεια εἰς τὴν ἀγορὰν Λονδίνου [29, 461, 345, 477]
column-rule [572, 39, 573, 2218]
bottom-col-1 [976, 1328, 1158, 1637]
ad-text: ▬▬▬ ▬▬▬▬ ▬▬ ▬▬▬▬▬ ▬▬▬ ▬▬▬▬ ▬▬ ▬▬▬▬▬ ▬▬▬ ▬▬▬▬ ▬▬ ▬▬▬▬▬ ▬▬▬ ▬▬▬▬ ▬▬ ▬▬▬▬▬ ▬▬▬ ▬▬▬▬ ▬▬ ▬▬▬▬▬ ▬▬▬ ▬▬▬▬ ▬▬ ▬▬▬▬▬ ▬▬▬ ▬▬▬▬ ▬▬ ▬▬▬▬▬ ▬▬▬ ▬▬▬▬ ▬▬ ▬▬▬▬▬ ▬▬▬ ▬▬▬▬ ▬▬ ▬▬▬▬▬ ▬▬▬ ▬▬▬▬ ▬▬ ▬▬▬▬▬ ▬▬▬ ▬▬▬▬ ▬▬ ▬▬▬▬▬ ▬▬▬ ▬▬▬▬ ▬▬ ▬▬▬▬▬ ▬▬▬ ▬▬▬▬ ▬▬ ▬▬▬▬▬ ▬▬▬ ▬▬▬▬ ▬▬ ▬▬▬▬▬ ▬▬▬ ▬▬▬▬ ▬▬ ▬▬▬▬▬ ▬▬▬ ▬▬▬▬ ▬▬ ▬▬▬▬▬ [27, 832, 347, 899]
classified-ad: ΕΛΕΥΘΕΡΙΟΣ ΙΓΝΑΤΙΑΔΗΣ [1202, 1414, 1313, 1425]
jokes-text: ▬▬▬ ▬▬▬▬ ▬▬ ▬▬▬▬▬ ▬▬▬ ▬▬▬▬ ▬▬ ▬▬▬▬▬ ▬▬▬ ▬▬▬▬ ▬▬ ▬▬▬▬▬ ▬▬▬ ▬▬▬▬ ▬▬ ▬▬▬▬▬ ▬▬▬ ▬▬▬▬ ▬▬ ▬▬▬▬▬ [371, 1297, 565, 1336]
table-cell: Σειρά Β [19, 201, 50, 210]
table-cell [323, 238, 356, 248]
h-amendment: ΔΕΝ ΘΑ ΓΙΝΗ ΔΕΚΤΗ ΟΙΑΔΗΠΟΤΕ ΤΡΟΠΟΛΟΓΙΑ ΕΙΣ ΤΟ Ν.Δ. ΠΕΡΙ ΑΣΚΟΥΜΕΝΩΝ ΔΙΚΗΓΟΡΩΝ [588, 1080, 956, 1134]
sicily-text: ▬▬▬ ▬▬▬▬ ▬▬ ▬▬▬▬▬ ▬▬▬ ▬▬▬▬ ▬▬ ▬▬▬▬▬ ▬▬▬ ▬▬▬▬ ▬▬ ▬▬▬▬▬ ▬▬▬ ▬▬▬▬ ▬▬ ▬▬▬▬▬ ▬▬▬ ▬▬▬▬ ▬▬ ▬▬▬▬▬ [371, 705, 565, 743]
h-sicily: ΕΛΛΗΝΙΚΑ ΣΚΑΦΗ ΑΝΕΥΡΕ ΒΕΝΖΙΝΑΚΑΤΟΝ ΕΙΣ ΤΗΝ ΣΙΚΕΛΙΑΝ [389, 660, 546, 700]
table-cell: 151.50 [90, 231, 118, 239]
h-sailor: ΘΑ ΕΝΙΣΧΥΘΟΥΝ ΟΙ ΣΥΝΤΑΞΙΟΥΧΟΙ ΤΟΥ ΝΑΥΤΙΚΟΥ [1361, 1407, 1534, 1436]
table-cell: 805 [267, 258, 283, 266]
loan-row [17, 153, 184, 163]
table-cell: +0.48 [296, 344, 322, 353]
table-cell: 105.50 [228, 344, 256, 353]
dei-logo-text: ΔΕΗ [164, 732, 210, 757]
table-cell [294, 258, 324, 267]
bank-row [190, 191, 356, 201]
table-cell: Ἐμπορικῆς [192, 162, 235, 170]
table-cell [294, 267, 324, 277]
exchange-title: ΧΡΗΜΑΤΙΣΤΗΡΙΟΝ ΑΘΗΝΩΝ [102, 80, 272, 95]
table-cell: 302.50 [90, 163, 118, 171]
h-session: Η ΓΕΝΟΜΕΝΗ ΣΥΖΗΤΗΣΙΣ [1185, 809, 1330, 823]
table-cell: 1955 Ἐνισχ. [19, 182, 69, 191]
table-cell: +0.65 [156, 153, 181, 162]
agreement-text-3: ▬▬▬ ▬▬▬▬ ▬▬ ▬▬▬▬▬ ▬▬▬ ▬▬▬▬ ▬▬ ▬▬▬▬▬ ▬▬▬ ▬▬▬▬ ▬▬ ▬▬▬▬▬ ▬▬▬ ▬▬▬▬ ▬▬ ▬▬▬▬▬ ▬▬▬ ▬▬▬▬ ▬▬ ▬▬▬▬▬ ▬▬▬ ▬▬▬▬ ▬▬ ▬▬▬▬▬ ▬▬▬ ▬▬▬▬ ▬▬ ▬▬▬▬▬ ▬▬▬ ▬▬▬▬ ▬▬ ▬▬▬▬▬ ▬▬▬ ▬▬▬▬ ▬▬ ▬▬▬▬▬ [1357, 185, 1538, 242]
episode-text: ▬▬▬ ▬▬▬▬ ▬▬ ▬▬▬▬▬ ▬▬▬ ▬▬▬▬ ▬▬ ▬▬▬▬▬ ▬▬▬ ▬▬▬▬ ▬▬ ▬▬▬▬▬ ▬▬▬ ▬▬▬▬ ▬▬ ▬▬▬▬▬ [1166, 1181, 1348, 1210]
ad-title: ΑΝΑΚΟΙΝΩΣΙΣ [129, 789, 245, 805]
workers2-text: ▬▬▬ ▬▬▬▬ ▬▬ ▬▬▬▬▬ ▬▬▬ ▬▬▬▬ ▬▬ ▬▬▬▬▬ ▬▬▬ ▬▬▬▬ ▬▬ ▬▬▬▬▬ ▬▬▬ ▬▬▬▬ ▬▬ ▬▬▬▬▬ [371, 944, 565, 973]
loan-row [17, 250, 184, 260]
banks-header: ΤΡΑΠΕΖΑΙ — ΑΣΦΑΛΕΙΑΙ [190, 118, 356, 133]
table-cell [155, 240, 184, 250]
bills-text: ▬▬▬ ▬▬▬▬ ▬▬ ▬▬▬▬▬ ▬▬▬ ▬▬▬▬ ▬▬ ▬▬▬▬▬ [1357, 1558, 1539, 1577]
h-optimism: ΑΚΟΜΗ ΑΙΣΙΟΔΟΞΟΥΝ [609, 495, 737, 510]
table-cell [323, 306, 356, 316]
loan-row [17, 240, 184, 250]
h-belgrade: Η ΕΠΙΣΚΕΨΙΣ ΕΙΣ ΒΕΛΙΓΡΑΔΙ [986, 496, 1146, 510]
passports-text: ▬▬▬ ▬▬▬▬ ▬▬ ▬▬▬▬▬ ▬▬▬ ▬▬▬▬ ▬▬ ▬▬▬▬▬ ▬▬▬ ▬▬▬▬ ▬▬ ▬▬▬▬▬ ▬▬▬ ▬▬▬▬ ▬▬ ▬▬▬▬▬ ▬▬▬ ▬▬▬▬ ▬▬ ▬▬▬▬▬ ▬▬▬ ▬▬▬▬ ▬▬ ▬▬▬▬▬ ▬▬▬ ▬▬▬▬ ▬▬ ▬▬▬▬▬ ▬▬▬ ▬▬▬▬ ▬▬ ▬▬▬▬▬ ▬▬▬ ▬▬▬▬ ▬▬ ▬▬▬▬▬ ▬▬▬ ▬▬▬▬ ▬▬ ▬▬▬▬▬ [579, 1583, 965, 1622]
table-cell [351, 162, 356, 171]
securities-text: ▬▬▬ ▬▬▬▬ ▬▬ ▬▬▬▬▬ ▬▬▬ ▬▬▬▬ ▬▬ ▬▬▬▬▬ ▬▬▬ ▬▬▬▬ ▬▬ ▬▬▬▬▬ ▬▬▬ ▬▬▬▬ ▬▬ ▬▬▬▬▬ ▬▬▬ ▬▬▬▬ ▬▬ ▬▬▬▬▬ ▬▬▬ ▬▬▬▬ ▬▬ ▬▬▬▬▬ ▬▬▬ ▬▬▬▬ ▬▬ ▬▬▬▬▬ ▬▬▬ ▬▬▬▬ ▬▬ ▬▬▬▬▬ ▬▬▬ ▬▬▬▬ ▬▬ ▬▬▬▬▬ ▬▬▬ ▬▬▬▬ ▬▬ ▬▬▬▬▬ ▬▬▬ ▬▬▬▬ ▬▬ ▬▬▬▬▬ ▬▬▬ ▬▬▬▬ ▬▬ ▬▬▬▬▬ [17, 384, 356, 431]
draft-box [976, 726, 1538, 776]
metals-text: ▬▬▬ ▬▬▬▬ ▬▬ ▬▬▬▬▬ ▬▬▬ ▬▬▬▬ ▬▬ ▬▬▬▬▬ ▬▬▬ ▬▬▬▬ ▬▬ ▬▬▬▬▬ ▬▬▬ ▬▬▬▬ ▬▬ ▬▬▬▬▬ ▬▬▬ ▬▬▬▬ ▬▬ ▬▬▬▬▬ ▬▬▬ ▬▬▬▬ ▬▬ ▬▬▬▬▬ ▬▬▬ ▬▬▬▬ ▬▬ ▬▬▬▬▬ [371, 603, 565, 651]
industry-row [190, 258, 356, 267]
classified-ad: ΧΑΡΙΛΑΟΣ ΚΑΛΑΡΙΤΟΥ [1208, 1436, 1307, 1446]
loans-text: ▬▬▬ ▬▬▬▬ ▬▬ ▬▬▬▬▬ ▬▬▬ ▬▬▬▬ ▬▬ ▬▬▬▬▬ ▬▬▬ ▬▬▬▬ ▬▬ ▬▬▬▬▬ ▬▬▬ ▬▬▬▬ ▬▬ ▬▬▬▬▬ ▬▬▬ ▬▬▬▬ ▬▬ ▬▬▬▬▬ [976, 1380, 1158, 1419]
h-bills: ΤΑ ΚΑΤΑΤΕΘΕΝΤΑ ΧΘΕΣ ΣΧΕΔΙΑ Ν.Δ. [1380, 1526, 1517, 1554]
h-ships: ΔΗΜΟΠΡΑΤΕΙΤΑΙ ΘΕΣΙΣ ΥΠΟΝΑΥΑΡΧΟΥ ΤΕΧΝΙΚΟΥ [392, 266, 543, 294]
table-cell [294, 238, 324, 248]
table-cell: Ἠλεκτρ. Χαλκ. [192, 248, 251, 257]
loan-row [17, 143, 184, 154]
loan-row [17, 211, 184, 221]
draft-text: ▬▬▬ ▬▬▬▬ ▬▬ ▬▬▬▬▬ ▬▬▬ ▬▬▬▬ ▬▬ ▬▬▬▬▬ ▬▬▬ ▬▬▬▬ ▬▬ ▬▬▬▬▬ ▬▬▬ ▬▬▬▬ ▬▬ ▬▬▬▬▬ ▬▬▬ ▬▬▬▬ ▬▬ ▬▬▬▬▬ ▬▬▬ ▬▬▬▬ ▬▬ ▬▬▬▬▬ ▬▬▬ ▬▬▬▬ ▬▬ ▬▬▬▬▬ ▬▬▬ ▬▬▬▬ ▬▬ ▬▬▬▬▬ ▬▬▬ ▬▬▬▬ ▬▬ ▬▬▬▬▬ ▬▬▬ ▬▬▬▬ ▬▬ ▬▬▬▬▬ ▬▬▬ ▬▬▬▬ ▬▬ ▬▬▬▬▬ ▬▬▬ ▬▬▬▬ ▬▬ ▬▬▬▬▬ ▬▬▬ ▬▬▬▬ ▬▬ ▬▬▬▬▬ [976, 782, 1348, 850]
table-cell [323, 219, 356, 229]
h-strike: ΜΕΡΙΚΗ ΑΠΕΡΓΙΑ ΤΟΥ ΠΡΟΣΩΠΙΚΟΥ ΤΗΣ Δ.Ε.Η. ΕΙΝΑΙ ΕΞΗΣΦΑΛΙΣΜΕΝΗ Η ΠΑΡΟΧΗ ΡΕΥΜΑΤΟΣ [982, 1117, 1533, 1148]
h-alcohol: ΑΠΑΓΕΣΙΣ ΧΟΥΞΑΝΙΝΗΣ ΔΙΑ ΒΙΟΜΗΧΑΝΙΚΗΝ ΧΡΗΣΙΝ [388, 981, 547, 1008]
industry-row [190, 267, 356, 277]
table-cell: 1952 Ἐπισκ. [19, 334, 70, 343]
h-coop: Η ΔΙΕΘΝΗΣ ΣΥΝΕΡΓΑΣΙΑ [1379, 782, 1517, 796]
table-cell: 1951 ΔΕΗ [19, 231, 60, 239]
table-cell: 2785 [316, 142, 336, 151]
dei-logo [145, 703, 229, 787]
patras-text: ▬▬▬ ▬▬▬▬ ▬▬ ▬▬▬▬▬ ▬▬▬ ▬▬▬▬ ▬▬ ▬▬▬▬▬ ▬▬▬ ▬▬▬▬ ▬▬ ▬▬▬▬▬ [1357, 1181, 1538, 1200]
industry-row [190, 238, 356, 248]
bank-row [190, 181, 356, 191]
loans-table [17, 133, 184, 260]
h-message: ΧΑΙΡΕΤΙΣΜΟΣ ΜΗΝΥΜΑ ΑΠΟ ΤΗΝ ΕΠΙΣΤΗΜΗΝ [598, 1938, 946, 1956]
h-heavy: ΒΑΡΕΙΑ Η ΕΥΘΥΝΗ ΤΩΝ ΓΟΝΕΩΝ ΑΝ ΔΕΝ ΠΡΟΣΕΛΘΟΥΝ ΝΑ ΕΜΒΟΛΙΑΣΟΥΝ ΚΑΤΑ ΤΗΣ ΠΟΛΙΟΜΥΕΛΙΤΙΔΟΣ ΤΑ ΤΕΚΝΑ ΤΩΝ, ΔΗΛΟΙ Ο ΥΠ. ΥΓΙΕΙΝΗΣ κ. ΚΟΚΚΕΒΗΣ [1359, 504, 1532, 572]
table-cell: 1963 Ἀνασυγκρ. [19, 344, 84, 353]
table-cell: 1959 ΑΕ [19, 153, 53, 162]
table-cell: +0.16 [156, 211, 181, 220]
h-draft: ΕΨΗΦΙΣΘΗ ΧΘΕΣ ΕΙΣ ΤΗΝ ΕΠ. ΕΞΟΥΣΙΟΔΟΤΗΣΕΩΣ ΤΟ ΣΧΕΔΙΟΝ Ν. Δ. ΠΕΡΙ ΜΕΤΑΛΛΕΥΤΙΚΩΝ ΕΡΕΥΝΩΝ [1012, 736, 1503, 766]
gold-price: Χρυσῆ Λίρα Ἀγγλίας 43.40 [127, 667, 247, 677]
table-cell: — [156, 201, 165, 210]
table-cell: 1125 [295, 229, 316, 237]
h-cross: ΠΡΟΣΚΛΗΣΙΣ ΔΙΑ ΤΟ ΣΩΜΑ ΕΘΕΛΟΝΤΩΝ ΔΩΡΗΤΩΝ ΤΟΥ ΕΡΥΘΡΟΥ ΣΤΑΥΡΟΥ [387, 472, 549, 512]
vaccine-text: ▬▬▬ ▬▬▬▬ ▬▬ ▬▬▬▬▬ ▬▬▬ ▬▬▬▬ ▬▬ ▬▬▬▬▬ ▬▬▬ ▬▬▬▬ ▬▬ ▬▬▬▬▬ ▬▬▬ ▬▬▬▬ ▬▬ ▬▬▬▬▬ [1352, 608, 1538, 637]
table-cell: 605 [295, 277, 311, 286]
classified-ads [1167, 1336, 1348, 1483]
table-cell: — [156, 163, 165, 171]
